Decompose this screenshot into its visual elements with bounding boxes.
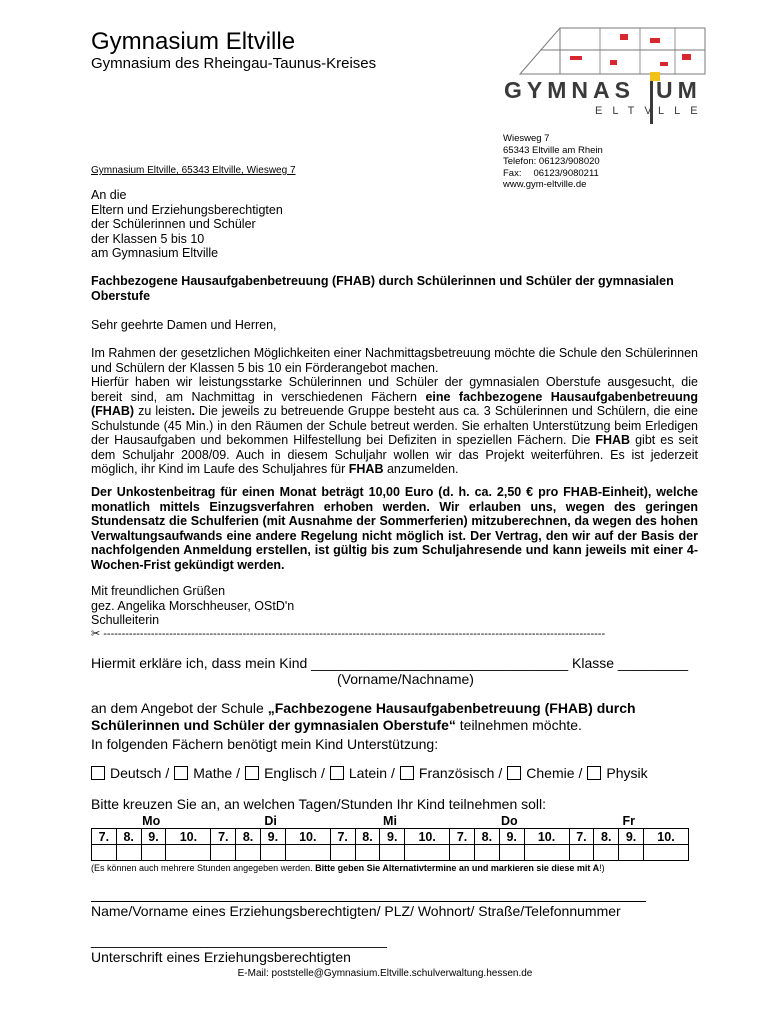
form-days-prompt: Bitte kreuzen Sie an, an welchen Tagen/Stunden Ihr Kind teilnehmen soll:	[91, 796, 547, 812]
slot-cell[interactable]	[166, 845, 211, 861]
schedule-days-row	[92, 813, 689, 829]
hour-label: 7.	[211, 829, 236, 845]
slot-cell[interactable]	[211, 845, 236, 861]
salutation: Sehr geehrte Damen und Herren,	[91, 318, 277, 332]
page-subtitle: Gymnasium des Rheingau-Taunus-Kreises	[91, 55, 377, 72]
logo-accent-bar	[650, 78, 653, 124]
hour-label: 10.	[644, 829, 689, 845]
day-header: Do	[450, 813, 569, 829]
slot-cell[interactable]	[260, 845, 285, 861]
form-subjects-prompt: In folgenden Fächern benötigt mein Kind Unterstützung:	[91, 736, 439, 752]
day-header: Di	[211, 813, 330, 829]
recipient-line: Eltern und Erziehungsberechtigten	[91, 202, 283, 217]
contact-fax-row	[503, 168, 603, 180]
contact-block	[503, 133, 603, 191]
checkbox-franzoesisch[interactable]	[400, 766, 414, 780]
subject-label: Latein	[348, 765, 388, 781]
recipient-address	[91, 188, 283, 261]
hour-label: 8.	[236, 829, 261, 845]
text-run: anzumelden.	[383, 462, 459, 476]
hour-label: 8.	[594, 829, 619, 845]
slot-cell[interactable]	[380, 845, 405, 861]
hour-label: 9.	[141, 829, 166, 845]
subject-label: Französisch	[418, 765, 495, 781]
slot-cell[interactable]	[450, 845, 475, 861]
body-text	[91, 346, 698, 477]
text-run-bold: .	[191, 404, 195, 418]
footer-email: E-Mail: poststelle@Gymnasium.Eltville.schulverwaltung.hessen.de	[237, 968, 533, 979]
letter-subject: Fachbezogene Hausaufgabenbetreuung (FHAB) durch Schülerinnen und Schüler der gymnasialen Oberstufe	[91, 274, 674, 303]
form-offer-text	[91, 700, 691, 734]
closing-signer: gez. Angelika Morschheuser, OStD'n	[91, 598, 295, 613]
text-run: Die jeweils zu betreuende Gruppe besteht aus ca. 3 Schülerinnen und Schülern, die eine Schulstunde (45 Min.) in den Räumen der Schule betreut werden. Sie erhalten Unterstützung beim Erledigen der Hausaufgaben und bekommen Hilfestellung bei Defiziten in speziellen Fächern. Die	[91, 404, 699, 447]
hour-label: 9.	[619, 829, 644, 845]
slot-cell[interactable]	[619, 845, 644, 861]
slot-cell[interactable]	[236, 845, 261, 861]
form-child-sublabel: (Vorname/Nachname)	[337, 671, 474, 687]
text-run-bold: FHAB	[348, 462, 384, 476]
slot-cell[interactable]	[285, 845, 330, 861]
hour-label: 9.	[499, 829, 524, 845]
school-logo	[500, 22, 710, 126]
text-run: !)	[599, 863, 605, 873]
slot-cell[interactable]	[405, 845, 450, 861]
hour-label: 9.	[260, 829, 285, 845]
body-paragraph-1: Im Rahmen der gesetzlichen Möglichkeiten einer Nachmittagsbetreuung möchte die Schule den Schülerinnen und Schülern der Klassen 5 bis 10 ein Förderangebot machen.	[91, 346, 698, 375]
recipient-line: der Schülerinnen und Schüler	[91, 217, 256, 231]
text-run: Hierfür haben wir leistungsstarke Schülerinnen und Schüler der gymnasialen Oberstufe ausgesucht, die bereit sind, am Nachmittag in verschiedenen Fächern	[91, 375, 698, 404]
recipient-line: An die	[91, 188, 127, 202]
closing-role: Schulleiterin	[91, 613, 160, 627]
subject-label: Mathe	[193, 765, 233, 781]
schedule-selection-row	[92, 845, 689, 861]
checkbox-physik[interactable]	[587, 766, 601, 780]
text-run-bold: FHAB	[595, 433, 631, 447]
text-run: teilnehmen möchte.	[455, 717, 582, 733]
body-paragraph-3: Der Unkostenbeitrag für einen Monat beträgt 10,00 Euro (d. h. ca. 2,50 € pro FHAB-Einheit), welche monatlich mittels Einzugsverfahren erhoben werden. Wir erlauben uns, wegen des geringen Stundensatz die Schulferien (mit Ausnahme der Sommerferien) mitzuberechnen, da wegen des hohen Verwaltungsaufwands eine andere Regelung nicht möglich ist. Der Vertrag, den wir auf der Basis der nachfolgenden Anmeldung erstellen, ist gültig bis zum Schuljahresende und kann jeweils mit einer 4-Wochen-Frist gekündigt werden.	[91, 485, 698, 572]
checkbox-englisch[interactable]	[245, 766, 259, 780]
logo-building-graphic	[520, 28, 705, 74]
contact-web: www.gym-eltville.de	[503, 179, 587, 190]
recipient-line: der Klassen 5 bis 10	[91, 231, 205, 246]
hour-label: 8.	[116, 829, 141, 845]
logo-word-gymnasium-end: UM	[656, 77, 702, 103]
checkbox-chemie[interactable]	[507, 766, 521, 780]
day-header: Fr	[569, 813, 688, 829]
slot-cell[interactable]	[644, 845, 689, 861]
hour-label: 8.	[474, 829, 499, 845]
text-run-bold: eine fachbezogene Hausaufgabenbetreuung (FHAB)	[91, 389, 698, 418]
sender-line: Gymnasium Eltville, 65343 Eltville, Wiesweg 7	[91, 165, 296, 176]
hour-label: 7.	[450, 829, 475, 845]
hour-label: 9.	[380, 829, 405, 845]
subject-label: Chemie	[526, 765, 575, 781]
slot-cell[interactable]	[569, 845, 594, 861]
page-title: Gymnasium Eltville	[91, 28, 296, 55]
hour-label: 10.	[524, 829, 569, 845]
slot-cell[interactable]	[474, 845, 499, 861]
hour-label: 7.	[569, 829, 594, 845]
guardian-details-label: Name/Vorname eines Erziehungsberechtigten/ PLZ/ Wohnort/ Straße/Telefonnummer	[91, 903, 621, 919]
contact-street: Wiesweg 7	[503, 133, 550, 144]
hour-label: 10.	[405, 829, 450, 845]
slot-cell[interactable]	[355, 845, 380, 861]
recipient-line: am Gymnasium Eltville	[91, 246, 219, 260]
signature-line-2[interactable]: ______________________________________	[91, 932, 387, 948]
hour-label: 7.	[92, 829, 117, 845]
hour-label: 8.	[355, 829, 380, 845]
contact-fax-label: Fax:	[503, 167, 522, 179]
day-header: Mo	[92, 813, 211, 829]
subject-label: Deutsch	[110, 765, 162, 781]
day-header: Mi	[330, 813, 449, 829]
schedule-hours-row	[92, 829, 689, 845]
slot-cell[interactable]	[594, 845, 619, 861]
logo-word-eltville-end: LLE	[658, 105, 708, 117]
text-run-bold: „Fachbezogene Hausaufgabenbetreuung (FHAB) durch Schülerinnen und Schüler der gymnasialen Oberstufe“	[91, 700, 636, 733]
body-paragraph-2	[91, 375, 698, 477]
guardian-signature-label: Unterschrift eines Erziehungsberechtigten	[91, 949, 351, 965]
slot-cell[interactable]	[141, 845, 166, 861]
schedule-table	[91, 813, 689, 861]
subject-checkboxes: Deutsch / Mathe / Englisch / Latein / Französisch / Chemie / Physik	[91, 765, 648, 781]
hour-label: 7.	[330, 829, 355, 845]
subject-label: Physik	[606, 765, 648, 781]
subject-label: Englisch	[264, 765, 317, 781]
slot-cell[interactable]	[330, 845, 355, 861]
logo-word-gymnasium: GYMNAS	[504, 77, 635, 103]
checkbox-latein[interactable]	[330, 766, 344, 780]
hour-label: 10.	[285, 829, 330, 845]
slot-cell[interactable]	[116, 845, 141, 861]
closing-block	[91, 584, 698, 628]
slot-cell[interactable]	[524, 845, 569, 861]
text-run: an dem Angebot der Schule	[91, 700, 268, 716]
slot-cell[interactable]	[499, 845, 524, 861]
contact-fax: 06123/9080211	[533, 167, 599, 179]
text-run: zu leisten	[134, 404, 192, 418]
text-run-bold: Bitte geben Sie Alternativtermine an und markieren sie diese mit A	[315, 863, 600, 873]
scissors-cut-line: ✂ -----------------------------------------------------------------------------------------------------------------------------------------	[91, 628, 606, 640]
signature-line-1[interactable]	[91, 901, 646, 902]
contact-phone: Telefon: 06123/908020	[503, 156, 600, 167]
checkbox-deutsch[interactable]	[91, 766, 105, 780]
checkbox-mathe[interactable]	[174, 766, 188, 780]
closing-greeting: Mit freundlichen Grüßen	[91, 584, 226, 598]
contact-city: 65343 Eltville am Rhein	[503, 144, 603, 156]
hour-label: 10.	[166, 829, 211, 845]
text-run: gibt es seit dem Schuljahr 2008/09. Auch in diesem Schuljahr wollen wir das Projekt weiterführen. Es ist jederzeit möglich, ihr Kind im Laufe des Schuljahres für	[91, 433, 698, 476]
schedule-note	[91, 863, 605, 873]
text-run: (Es können auch mehrere Stunden angegeben werden.	[91, 863, 316, 873]
logo-word-eltville: ELTV	[595, 105, 662, 117]
form-child-line: Hiermit erkläre ich, dass mein Kind _________________________________ Klasse _________	[91, 655, 689, 671]
slot-cell[interactable]	[92, 845, 117, 861]
